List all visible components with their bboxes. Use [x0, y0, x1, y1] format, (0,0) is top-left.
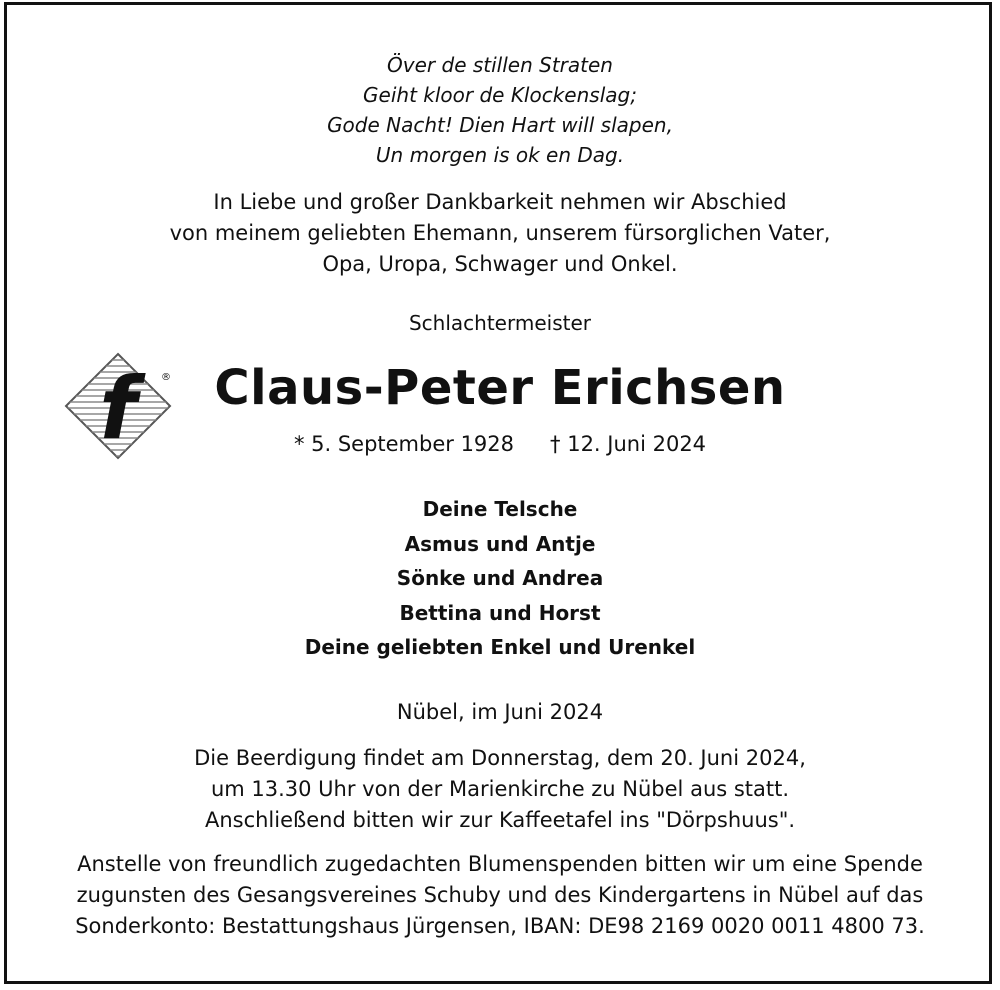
birth-date: * 5. September 1928: [293, 432, 515, 456]
poem-line: Gode Nacht! Dien Hart will slapen,: [327, 113, 673, 137]
donation-info: [0, 848, 1000, 941]
poem: [0, 50, 1000, 170]
mourner-line: Sönke und Andrea: [396, 566, 604, 590]
mourner-line: Bettina und Horst: [399, 600, 601, 625]
poem-line: Geiht kloor de Klockenslag;: [363, 83, 637, 107]
mourner-line: Deine geliebten Enkel und Urenkel: [304, 635, 696, 659]
donation-line: zugunsten des Gesangsvereines Schuby und des Kindergartens in Nübel auf das: [76, 883, 924, 907]
funeral-line: Die Beerdigung findet am Donnerstag, dem 20. Juni 2024,: [194, 746, 806, 770]
intro-line: Opa, Uropa, Schwager und Onkel.: [322, 252, 678, 276]
poem-line: Un morgen is ok en Dag.: [375, 143, 625, 167]
life-dates: [0, 428, 1000, 460]
poem-line: Över de stillen Straten: [387, 53, 613, 77]
registered-mark: ®: [161, 372, 171, 383]
death-date: † 12. Juni 2024: [550, 432, 707, 456]
place-date: Nübel, im Juni 2024: [396, 700, 604, 724]
profession: Schlachtermeister: [408, 311, 591, 335]
deceased-name: Claus-Peter Erichsen: [214, 360, 786, 416]
funeral-info: [0, 742, 1000, 835]
funeral-line: Anschließend bitten wir zur Kaffeetafel ins "Dörpshuus".: [204, 808, 796, 832]
funeral-line: um 13.30 Uhr von der Marienkirche zu Nübel aus statt.: [210, 777, 790, 801]
mourners-list: [0, 492, 1000, 665]
intro-text: [0, 186, 1000, 279]
mourner-line: Asmus und Antje: [404, 531, 596, 556]
logo-letter: f: [99, 359, 137, 459]
mourner-line: Deine Telsche: [422, 497, 578, 521]
intro-line: In Liebe und großer Dankbarkeit nehmen wir Abschied: [213, 190, 787, 214]
donation-line: Anstelle von freundlich zugedachten Blumenspenden bitten wir um eine Spende: [77, 852, 923, 876]
intro-line: von meinem geliebten Ehemann, unserem fürsorglichen Vater,: [169, 221, 831, 245]
donation-line: Sonderkonto: Bestattungshaus Jürgensen, IBAN: DE98 2169 0020 0011 4800 73.: [75, 914, 925, 938]
